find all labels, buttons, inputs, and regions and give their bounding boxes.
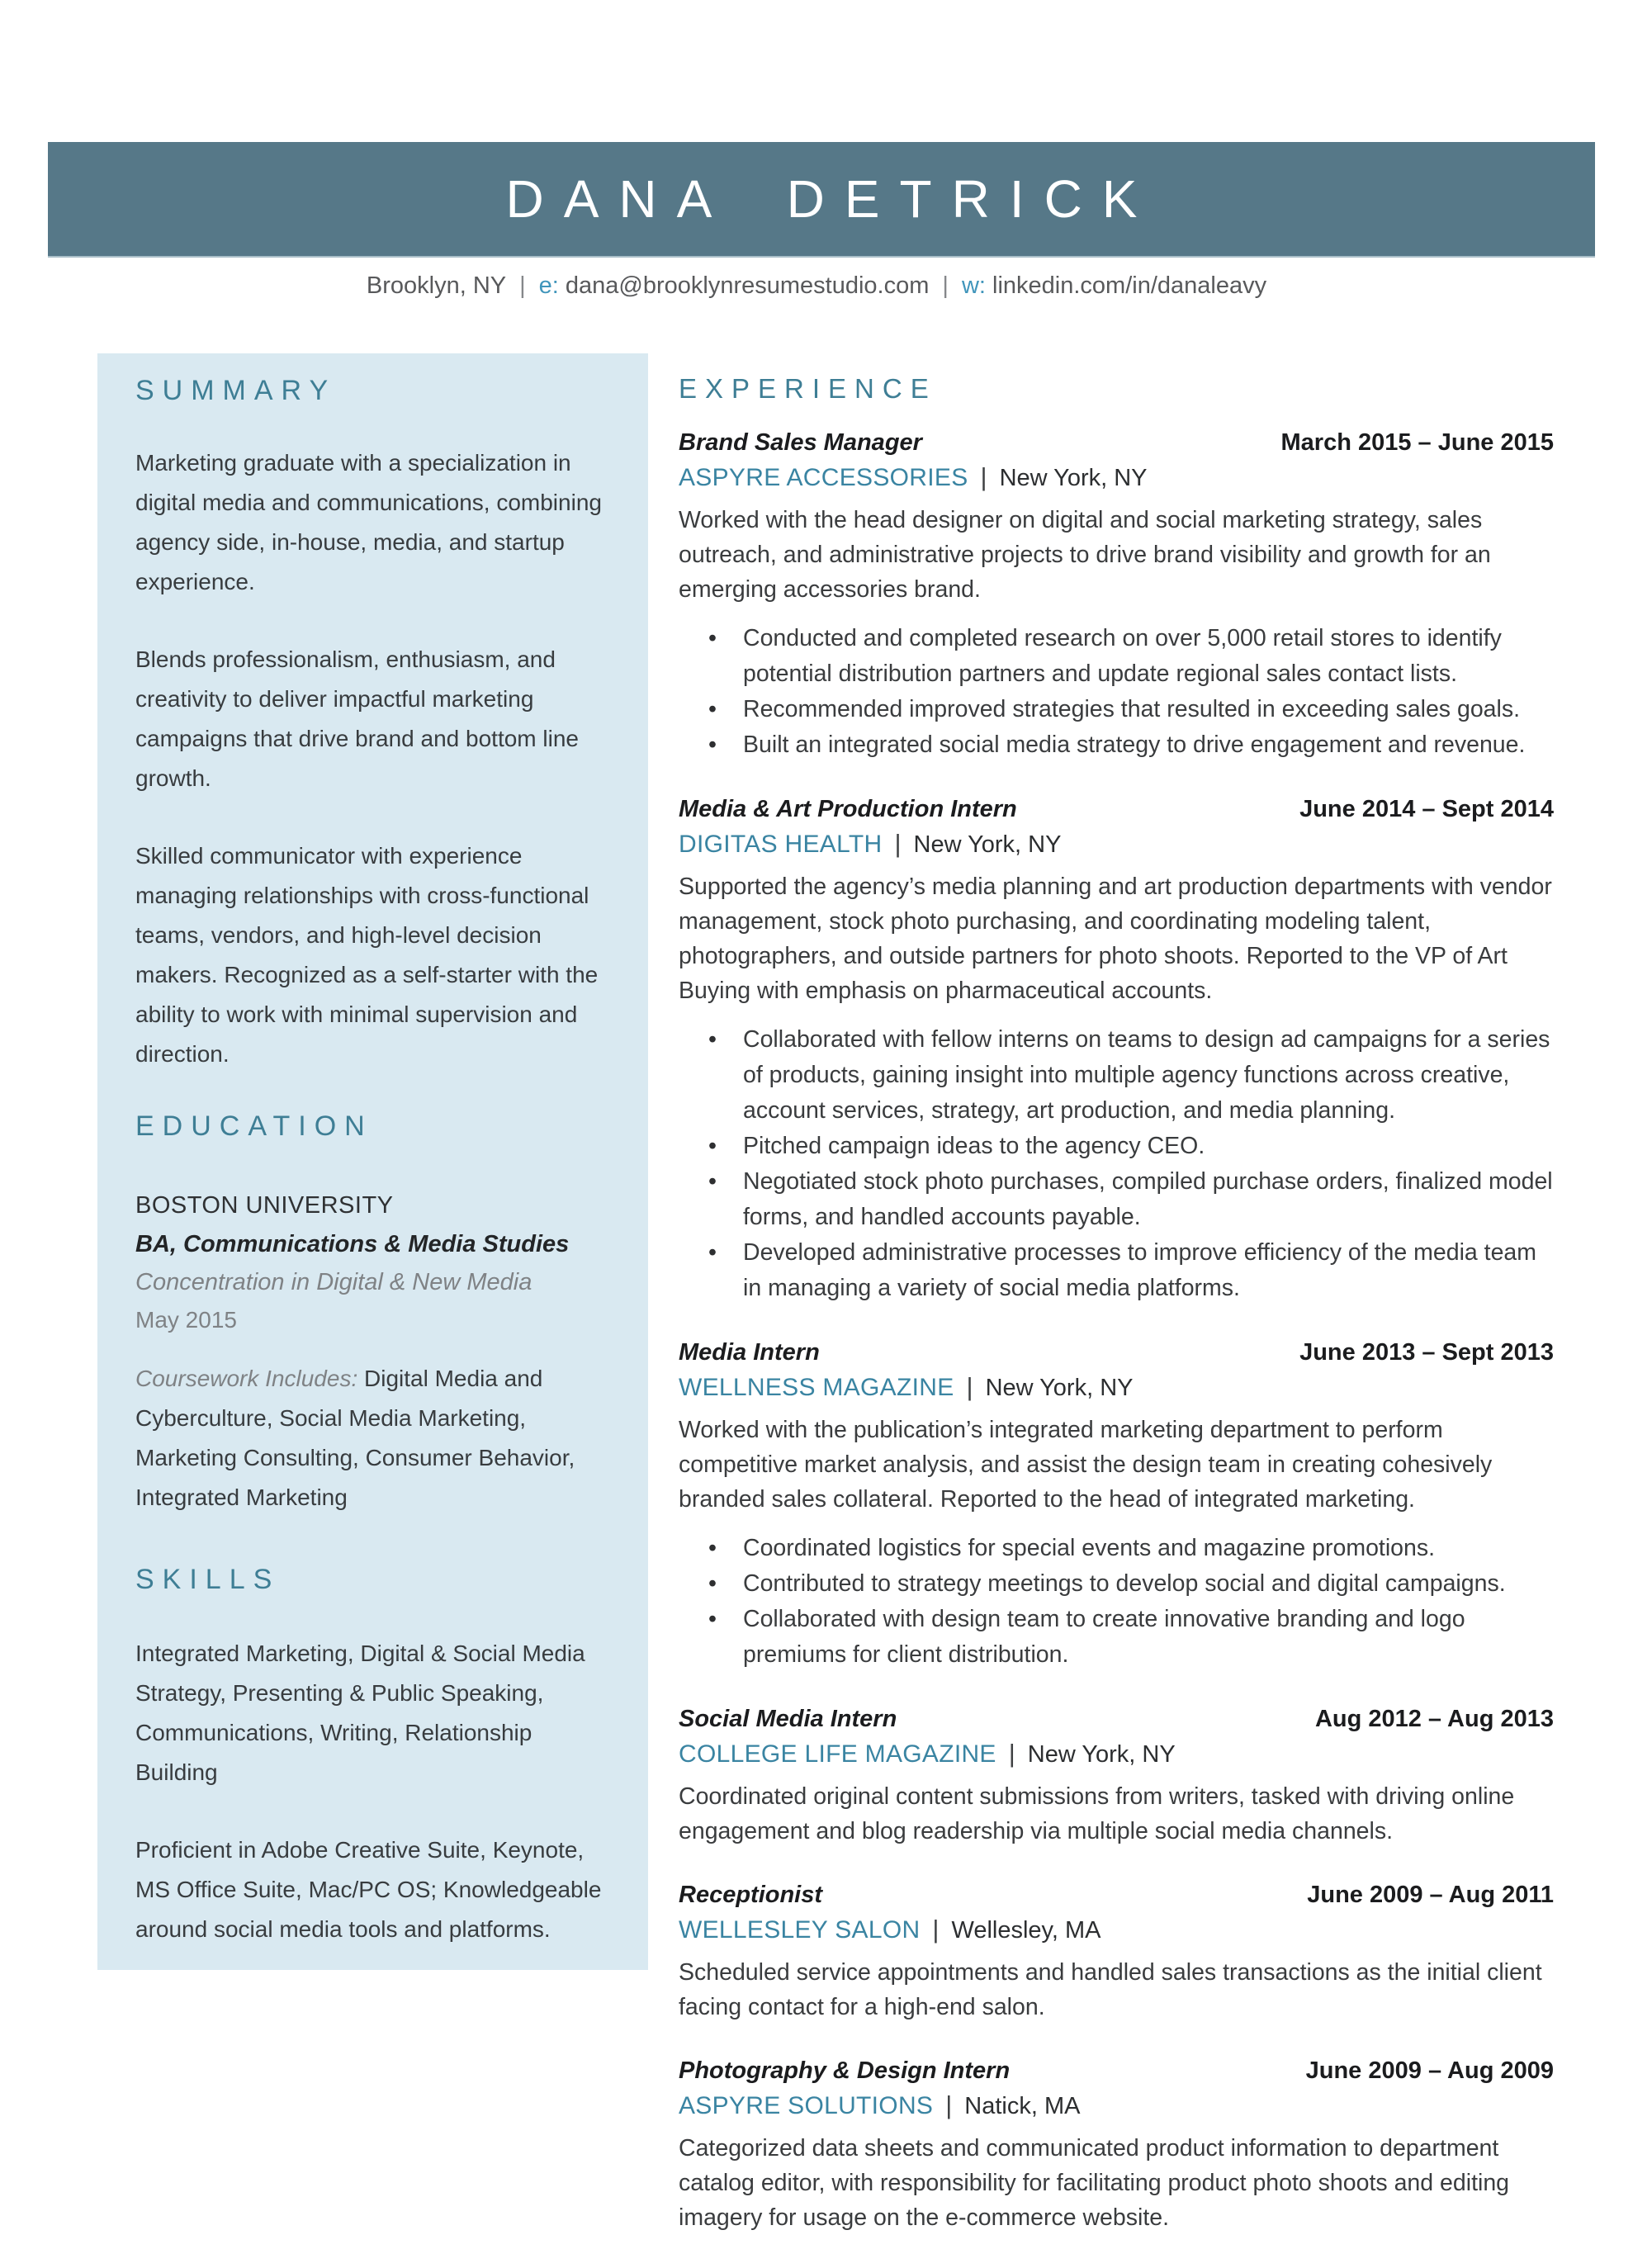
- education-heading: EDUCATION: [135, 1110, 373, 1142]
- job-entry: [679, 1339, 1554, 1673]
- job-company-line: [679, 1913, 1554, 1951]
- job-bullet: • Pitched campaign ideas to the agency CEO.: [679, 1129, 1554, 1164]
- web-label: w:: [961, 272, 986, 299]
- education-coursework: [135, 1359, 613, 1518]
- summary-paragraph: Skilled communicator with experience managing relationships with cross-functional teams, vendors, and high-level decision makers. Recognized as a self-starter with the ability to work with minimal supervision and direction.: [135, 843, 599, 1067]
- company-name: WELLESLEY SALON: [679, 1916, 921, 1944]
- contact-location: Brooklyn, NY: [366, 272, 507, 299]
- company-separator: |: [894, 829, 902, 858]
- job-entry: [679, 2057, 1554, 2235]
- contact-separator: |: [942, 272, 949, 299]
- job-title: Social Media Intern: [679, 1706, 897, 1732]
- job-description: Coordinated original content submissions from writers, tasked with driving online engagement and blog readership via multiple social media channels.: [679, 1783, 1515, 1844]
- job-bullet: • Recommended improved strategies that resulted in exceeding sales goals.: [679, 692, 1554, 727]
- job-title: Photography & Design Intern: [679, 2057, 1011, 2084]
- job-bullet-list: [679, 1531, 1554, 1673]
- company-name: DIGITAS HEALTH: [679, 831, 883, 858]
- job-header: [679, 1706, 1554, 1733]
- job-company-line: [679, 1371, 1554, 1409]
- job-header: [679, 796, 1554, 823]
- job-location: New York, NY: [1027, 1741, 1176, 1768]
- job-description: Categorized data sheets and communicated product information to department catalog editor, with responsibility for facilitating product photo shoots and editing imagery for usage on the e-commerce website.: [679, 2135, 1510, 2231]
- job-company-line: [679, 2089, 1554, 2127]
- contact-line: [0, 272, 1633, 300]
- company-name: ASPYRE ACCESSORIES: [679, 464, 968, 491]
- skills-paragraph: Proficient in Adobe Creative Suite, Keynote, MS Office Suite, Mac/PC OS; Knowledgeable around social media tools and platforms.: [135, 1837, 602, 1942]
- experience-heading: EXPERIENCE: [679, 373, 937, 404]
- company-separator: |: [945, 2090, 953, 2119]
- summary-section: [135, 375, 613, 1074]
- skills-section: [135, 1564, 613, 1949]
- job-bullet: • Collaborated with design team to create innovative branding and logo premiums for client distribution.: [679, 1602, 1554, 1673]
- job-dates: June 2014 – Sept 2014: [1299, 796, 1554, 822]
- experience-column: [679, 373, 1554, 2268]
- job-bullet: • Negotiated stock photo purchases, compiled purchase orders, finalized model forms, and handled accounts payable.: [679, 1164, 1554, 1235]
- skills-heading: SKILLS: [135, 1564, 281, 1595]
- job-header: [679, 2057, 1554, 2085]
- summary-paragraph: Blends professionalism, enthusiasm, and creativity to deliver impactful marketing campaigns that drive brand and bottom line growth.: [135, 646, 579, 791]
- company-name: WELLNESS MAGAZINE: [679, 1374, 954, 1401]
- job-title: Media Intern: [679, 1339, 820, 1366]
- job-company-line: [679, 461, 1554, 499]
- sidebar: [97, 353, 648, 1970]
- job-company-line: [679, 1737, 1554, 1775]
- contact-email: dana@brooklynresumestudio.com: [565, 272, 930, 299]
- job-location: New York, NY: [999, 465, 1148, 491]
- contact-separator: |: [519, 272, 526, 299]
- job-header: [679, 1339, 1554, 1366]
- job-description: Worked with the publication’s integrated marketing department to perform competitive market analysis, and assist the design team in creating cohesively branded sales collateral. Reported to the head of integrated marketing.: [679, 1417, 1493, 1513]
- company-separator: |: [1008, 1739, 1015, 1768]
- skills-paragraph: Integrated Marketing, Digital & Social Media Strategy, Presenting & Public Speaking, Communications, Writing, Relationship Building: [135, 1641, 585, 1785]
- job-company-line: [679, 827, 1554, 865]
- company-name: ASPYRE SOLUTIONS: [679, 2092, 934, 2119]
- job-header: [679, 429, 1554, 457]
- education-concentration: Concentration in Digital & New Media: [135, 1269, 532, 1295]
- job-location: Natick, MA: [964, 2093, 1081, 2119]
- job-bullet: • Coordinated logistics for special events and magazine promotions.: [679, 1531, 1554, 1566]
- job-dates: June 2009 – Aug 2009: [1305, 2057, 1554, 2084]
- job-entry: [679, 1706, 1554, 1849]
- education-degree: BA, Communications & Media Studies: [135, 1231, 570, 1257]
- job-title: Media & Art Production Intern: [679, 796, 1017, 822]
- job-bullet-list: [679, 1022, 1554, 1306]
- job-bullet: • Contributed to strategy meetings to develop social and digital campaigns.: [679, 1566, 1554, 1602]
- job-location: Wellesley, MA: [951, 1917, 1101, 1944]
- contact-website: linkedin.com/in/danaleavy: [992, 272, 1267, 299]
- header-bar: [48, 142, 1595, 258]
- company-separator: |: [932, 1915, 940, 1944]
- job-entry: [679, 1882, 1554, 2024]
- job-description: Scheduled service appointments and handled sales transactions as the initial client facing contact for a high-end salon.: [679, 1959, 1542, 2020]
- job-title: Brand Sales Manager: [679, 429, 922, 456]
- job-dates: June 2013 – Sept 2013: [1299, 1339, 1554, 1366]
- summary-paragraph: Marketing graduate with a specialization in digital media and communications, combining agency side, in-house, media, and startup experience.: [135, 450, 602, 594]
- summary-heading: SUMMARY: [135, 375, 337, 406]
- education-date: May 2015: [135, 1307, 237, 1333]
- job-bullet: • Collaborated with fellow interns on teams to design ad campaigns for a series of products, gaining insight into multiple agency functions across creative, account services, strategy, art production, and media planning.: [679, 1022, 1554, 1129]
- company-name: COLLEGE LIFE MAGAZINE: [679, 1740, 996, 1768]
- job-dates: Aug 2012 – Aug 2013: [1314, 1706, 1554, 1732]
- job-bullet-list: [679, 621, 1554, 763]
- job-entry: [679, 429, 1554, 763]
- job-dates: June 2009 – Aug 2011: [1307, 1882, 1554, 1908]
- company-separator: |: [966, 1372, 973, 1401]
- candidate-name: DANA DETRICK: [505, 169, 1157, 229]
- job-location: New York, NY: [985, 1375, 1134, 1401]
- email-label: e:: [538, 272, 559, 299]
- job-title: Receptionist: [679, 1882, 823, 1908]
- job-description: Supported the agency’s media planning and art production departments with vendor management, stock photo purchasing, and coordinating modeling talent, photographers, and outside partners for photo shoots. Reported to the VP of Art Buying with emphasis on pharmaceutical accounts.: [679, 874, 1552, 1004]
- job-dates: March 2015 – June 2015: [1280, 429, 1554, 456]
- education-school: BOSTON UNIVERSITY: [135, 1192, 394, 1219]
- job-header: [679, 1882, 1554, 1909]
- job-description: Worked with the head designer on digital and social marketing strategy, sales outreach, and administrative projects to drive brand visibility and growth for an emerging accessories brand.: [679, 507, 1491, 603]
- coursework-label: Coursework Includes:: [135, 1366, 358, 1391]
- company-separator: |: [980, 462, 987, 491]
- coursework-list: Digital Media and Cyberculture, Social Media Marketing, Marketing Consulting, Consumer Behavior, Integrated Marketing: [135, 1366, 575, 1510]
- education-section: [135, 1110, 613, 1518]
- job-bullet: • Conducted and completed research on over 5,000 retail stores to identify potential distribution partners and update regional sales contact lists.: [679, 621, 1554, 692]
- job-location: New York, NY: [913, 831, 1062, 858]
- job-entry: [679, 796, 1554, 1306]
- job-bullet: • Developed administrative processes to improve efficiency of the media team in managing a variety of social media platforms.: [679, 1235, 1554, 1306]
- job-bullet: • Built an integrated social media strategy to drive engagement and revenue.: [679, 727, 1554, 763]
